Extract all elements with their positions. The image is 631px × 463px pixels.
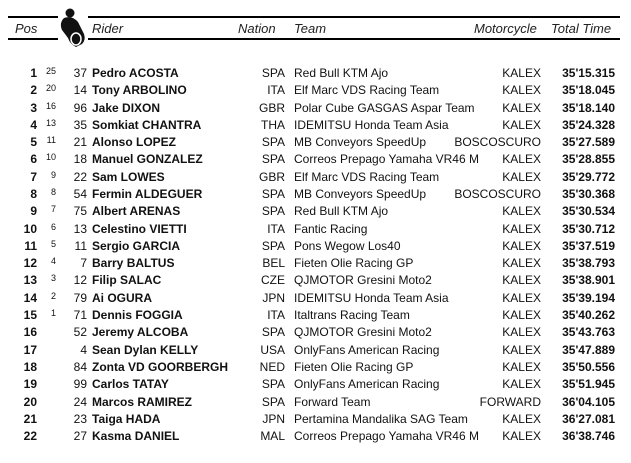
header-rider: Rider (92, 21, 124, 36)
motorcycle-rider-icon (56, 8, 88, 48)
table-row (0, 376, 631, 393)
total-time: 36'04.105 (562, 394, 615, 409)
points: 9 (50, 169, 56, 180)
rider-number: 96 (73, 100, 87, 115)
nation: SPA (261, 135, 285, 150)
position: 12 (23, 256, 37, 271)
rider-name: Dennis FOGGIA (92, 308, 183, 323)
position: 8 (30, 187, 37, 202)
motorcycle: BOSCOSCURO (454, 187, 541, 202)
rider-number: 13 (73, 221, 87, 236)
table-row (0, 255, 631, 272)
table-row (0, 394, 631, 411)
header-team: Team (294, 21, 327, 36)
table-row (0, 359, 631, 376)
total-time: 35'37.519 (562, 238, 615, 253)
rider-number: 11 (74, 238, 87, 253)
rider-name: Sam LOWES (92, 169, 165, 184)
nation: SPA (261, 187, 285, 202)
position: 21 (23, 411, 37, 426)
team: QJMOTOR Gresini Moto2 (294, 325, 432, 340)
position: 15 (23, 308, 37, 323)
motorcycle: KALEX (502, 100, 541, 115)
rider-number: 37 (73, 66, 87, 80)
position: 5 (30, 135, 37, 150)
motorcycle: KALEX (502, 359, 541, 374)
header-rule (8, 16, 58, 18)
rider-name: Ai OGURA (92, 290, 152, 305)
rider-name: Taiga HADA (92, 411, 161, 426)
rider-name: Alonso LOPEZ (92, 135, 176, 150)
motorcycle: KALEX (502, 169, 541, 184)
nation: ITA (267, 221, 285, 236)
total-time: 35'38.901 (562, 273, 615, 288)
motorcycle: KALEX (502, 221, 541, 236)
nation: ITA (267, 83, 285, 98)
nation: GBR (258, 169, 285, 184)
points: 25 (45, 66, 56, 76)
position: 11 (24, 238, 37, 253)
points: 5 (50, 238, 56, 249)
rider-number: 4 (80, 342, 87, 357)
position: 4 (30, 117, 37, 132)
table-row (0, 134, 631, 151)
total-time: 35'30.712 (562, 221, 615, 236)
table-row (0, 117, 631, 134)
table-row (0, 428, 631, 445)
total-time: 35'30.368 (562, 187, 615, 202)
points: 6 (50, 221, 56, 232)
motorcycle: KALEX (502, 204, 541, 219)
team: MB Conveyors SpeedUp (294, 135, 427, 150)
team: Polar Cube GASGAS Aspar Team (294, 100, 475, 115)
rider-name: Sean Dylan KELLY (92, 342, 199, 357)
team: OnlyFans American Racing (294, 377, 440, 392)
total-time: 35'39.194 (562, 290, 615, 305)
rider-name: Jake DIXON (92, 100, 161, 115)
table-row (0, 203, 631, 220)
table-row (0, 411, 631, 428)
rider-name: Carlos TATAY (92, 377, 169, 392)
rider-name: Celestino VIETTI (92, 221, 187, 236)
nation: SPA (261, 152, 285, 167)
team: QJMOTOR Gresini Moto2 (294, 273, 432, 288)
table-row (0, 342, 631, 359)
position: 7 (30, 169, 37, 184)
nation: SPA (261, 238, 285, 253)
motorcycle: KALEX (502, 66, 541, 80)
header-rule (8, 38, 58, 40)
nation: MAL (260, 429, 285, 444)
rider-number: 75 (73, 204, 87, 219)
rider-number: 52 (73, 325, 87, 340)
motorcycle: KALEX (502, 290, 541, 305)
total-time: 35'18.140 (562, 100, 615, 115)
nation: BEL (262, 256, 285, 271)
position: 6 (30, 152, 37, 167)
team: Correos Prepago Yamaha VR46 M (294, 429, 479, 444)
rider-name: Pedro ACOSTA (92, 66, 179, 80)
position: 14 (23, 290, 37, 305)
team: Forward Team (294, 394, 371, 409)
position: 16 (23, 325, 37, 340)
header-rule (88, 16, 620, 18)
motorcycle: KALEX (502, 256, 541, 271)
points: 3 (50, 273, 56, 284)
rider-name: Kasma DANIEL (92, 429, 180, 444)
nation: SPA (261, 377, 285, 392)
team: Pertamina Mandalika SAG Team (294, 411, 468, 426)
points: 10 (45, 152, 56, 163)
table-row (0, 272, 631, 289)
rider-number: 21 (73, 135, 87, 150)
rider-number: 99 (73, 377, 87, 392)
rider-number: 35 (73, 117, 87, 132)
total-time: 35'29.772 (562, 169, 615, 184)
points: 20 (45, 83, 56, 94)
nation: THA (261, 117, 285, 132)
total-time: 35'51.945 (562, 377, 615, 392)
position: 20 (23, 394, 37, 409)
table-row (0, 238, 631, 255)
team: Fieten Olie Racing GP (294, 256, 414, 271)
motorcycle: KALEX (502, 377, 541, 392)
team: Elf Marc VDS Racing Team (294, 83, 440, 98)
nation: SPA (261, 325, 285, 340)
rider-number: 7 (80, 256, 87, 271)
rider-number: 14 (73, 83, 87, 98)
rider-number: 23 (73, 411, 87, 426)
total-time: 35'18.045 (562, 83, 615, 98)
points: 8 (50, 187, 56, 198)
team: IDEMITSU Honda Team Asia (294, 117, 449, 132)
rider-name: Manuel GONZALEZ (92, 152, 203, 167)
rider-number: 22 (73, 169, 87, 184)
table-row (0, 307, 631, 324)
points: 4 (50, 256, 56, 267)
header-total-time: Total Time (551, 21, 612, 36)
total-time: 35'43.763 (562, 325, 615, 340)
team: Correos Prepago Yamaha VR46 M (294, 152, 479, 167)
position: 18 (23, 359, 37, 374)
nation: SPA (261, 394, 285, 409)
total-time: 36'27.081 (562, 411, 615, 426)
header-pos: Pos (15, 21, 38, 36)
total-time: 36'38.746 (562, 429, 615, 444)
motorcycle: KALEX (502, 429, 541, 444)
team: Italtrans Racing Team (294, 308, 410, 323)
points: 2 (50, 290, 56, 301)
points: 13 (45, 117, 56, 128)
position: 19 (23, 377, 37, 392)
rider-number: 12 (73, 273, 87, 288)
nation: JPN (262, 411, 285, 426)
table-row (0, 169, 631, 186)
nation: USA (260, 342, 285, 357)
position: 13 (23, 273, 37, 288)
motorcycle: KALEX (502, 308, 541, 323)
total-time: 35'38.793 (562, 256, 615, 271)
total-time: 35'30.534 (562, 204, 615, 219)
rider-number: 24 (73, 394, 87, 409)
rider-name: Somkiat CHANTRA (92, 117, 202, 132)
rider-name: Barry BALTUS (92, 256, 175, 271)
team: OnlyFans American Racing (294, 342, 440, 357)
points: 11 (46, 135, 56, 146)
table-row (0, 151, 631, 168)
rider-name: Fermin ALDEGUER (92, 187, 203, 202)
position: 17 (23, 342, 37, 357)
motorcycle: KALEX (502, 411, 541, 426)
position: 9 (30, 204, 37, 219)
points: 1 (50, 308, 56, 319)
rider-name: Tony ARBOLINO (92, 83, 187, 98)
motorcycle: KALEX (502, 83, 541, 98)
table-row (0, 324, 631, 341)
header-nation: Nation (238, 21, 276, 36)
nation: NED (259, 359, 285, 374)
total-time: 35'47.889 (562, 342, 615, 357)
team: IDEMITSU Honda Team Asia (294, 290, 449, 305)
table-row (0, 290, 631, 307)
rider-name: Jeremy ALCOBA (92, 325, 189, 340)
motorcycle: KALEX (502, 117, 541, 132)
rider-number: 84 (73, 359, 87, 374)
points: 16 (45, 100, 56, 111)
position: 22 (23, 429, 37, 444)
nation: GBR (258, 100, 285, 115)
motorcycle: KALEX (502, 273, 541, 288)
table-row (0, 82, 631, 99)
header-motorcycle: Motorcycle (474, 21, 537, 36)
total-time: 35'15.315 (562, 66, 615, 80)
motorcycle: KALEX (502, 152, 541, 167)
team: Red Bull KTM Ajo (294, 66, 389, 80)
nation: SPA (261, 66, 285, 80)
nation: SPA (261, 204, 285, 219)
position: 3 (30, 100, 37, 115)
rider-name: Filip SALAC (92, 273, 162, 288)
rider-number: 27 (73, 429, 87, 444)
table-row (0, 100, 631, 117)
rider-name: Sergio GARCIA (92, 238, 181, 253)
motorcycle: KALEX (502, 238, 541, 253)
nation: ITA (267, 308, 285, 323)
team: MB Conveyors SpeedUp (294, 187, 427, 202)
rider-number: 79 (73, 290, 87, 305)
motorcycle: KALEX (502, 325, 541, 340)
team: Red Bull KTM Ajo (294, 204, 389, 219)
points: 7 (50, 204, 56, 215)
rider-number: 71 (73, 308, 87, 323)
total-time: 35'27.589 (562, 135, 615, 150)
team: Fieten Olie Racing GP (294, 359, 414, 374)
position: 1 (30, 66, 37, 80)
team: Pons Wegow Los40 (294, 238, 401, 253)
motorcycle: FORWARD (479, 394, 541, 409)
team: Elf Marc VDS Racing Team (294, 169, 440, 184)
rider-name: Zonta VD GOORBERGH (92, 359, 229, 374)
table-row (0, 221, 631, 238)
motorcycle: BOSCOSCURO (454, 135, 541, 150)
total-time: 35'40.262 (562, 308, 615, 323)
nation: JPN (262, 290, 285, 305)
total-time: 35'28.855 (562, 152, 615, 167)
total-time: 35'24.328 (562, 117, 615, 132)
table-row (0, 186, 631, 203)
rider-name: Marcos RAMIREZ (92, 394, 193, 409)
position: 2 (30, 83, 37, 98)
motorcycle: KALEX (502, 342, 541, 357)
team: Fantic Racing (294, 221, 368, 236)
rider-name: Albert ARENAS (92, 204, 181, 219)
header-rule (88, 38, 620, 40)
table-row (0, 65, 631, 82)
total-time: 35'50.556 (562, 359, 615, 374)
rider-number: 18 (73, 152, 87, 167)
position: 10 (23, 221, 37, 236)
nation: CZE (261, 273, 285, 288)
rider-number: 54 (73, 187, 87, 202)
